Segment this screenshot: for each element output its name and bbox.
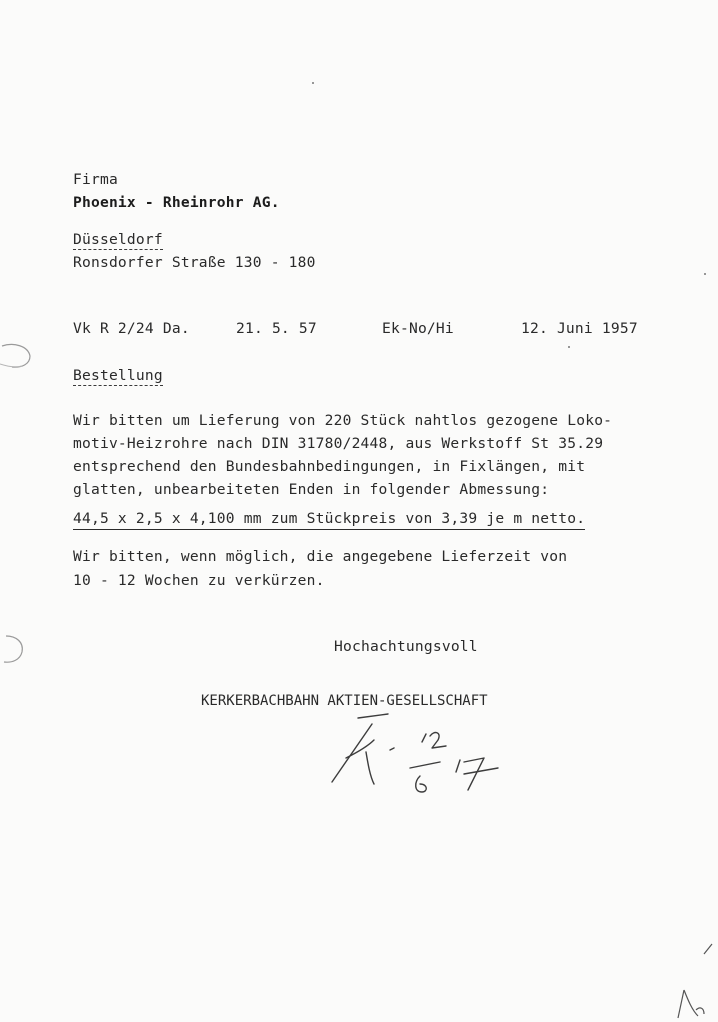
recipient-company: Phoenix - Rheinrohr AG. <box>73 194 280 211</box>
letter-subject: Bestellung <box>73 367 163 384</box>
pencil-mark <box>700 940 716 960</box>
closing-phrase: Hochachtungsvoll <box>334 638 478 655</box>
specification-line: 44,5 x 2,5 x 4,100 mm zum Stückpreis von 3,39 je m netto. <box>73 512 585 530</box>
recipient-city: Düsseldorf <box>73 231 163 248</box>
sender-name: KERKERBACHBAHN AKTIEN-GESELLSCHAFT <box>201 693 488 709</box>
punch-hole-mark <box>0 340 34 372</box>
paragraph2-line: 10 - 12 Wochen zu verkürzen. <box>73 572 325 589</box>
recipient-street: Ronsdorfer Straße 130 - 180 <box>73 254 316 271</box>
reference-initials: Ek-No/Hi <box>382 320 454 337</box>
paragraph1-line: entsprechend den Bundesbahnbedingungen, in Fixlängen, mit <box>73 458 586 475</box>
paragraph1-line: motiv-Heizrohre nach DIN 31780/2448, aus Werkstoff St 35.29 <box>73 435 604 452</box>
punch-hole-mark <box>0 630 30 666</box>
paper-speck <box>312 82 314 84</box>
reference-our-ref: Vk R 2/24 Da. <box>73 320 190 337</box>
paper-speck <box>568 346 570 348</box>
paragraph2-line: Wir bitten, wenn möglich, die angegebene Lieferzeit von <box>73 548 568 565</box>
paragraph1-line: Wir bitten um Lieferung von 220 Stück nahtlos gezogene Loko- <box>73 412 613 429</box>
letter-date: 12. Juni 1957 <box>521 320 638 337</box>
pencil-mark <box>670 980 710 1020</box>
handwritten-signature <box>328 712 508 802</box>
paper-speck <box>704 273 706 275</box>
reference-date: 21. 5. 57 <box>236 320 317 337</box>
paragraph1-line: glatten, unbearbeiteten Enden in folgender Abmessung: <box>73 481 550 498</box>
recipient-salutation: Firma <box>73 171 118 188</box>
